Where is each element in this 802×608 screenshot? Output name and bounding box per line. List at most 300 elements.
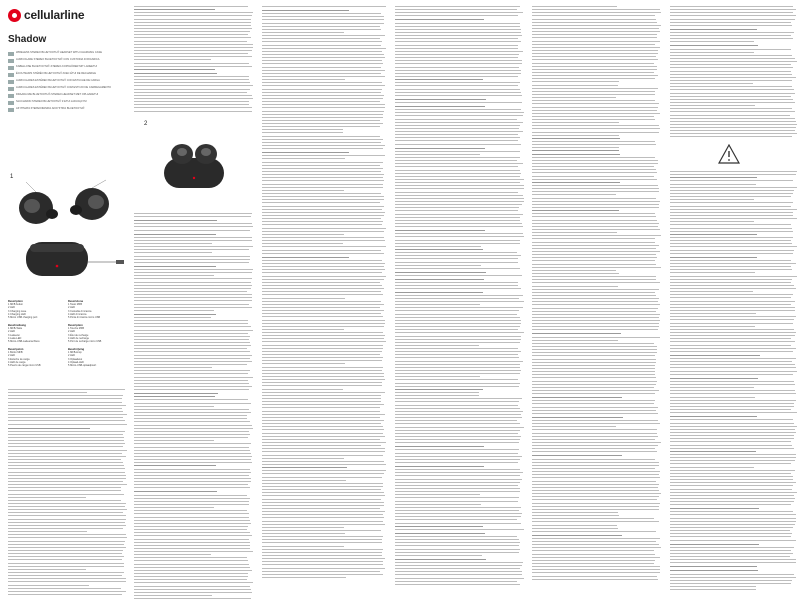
text-line [262, 190, 344, 191]
text-line [532, 308, 658, 309]
text-line [532, 544, 659, 545]
text-line [262, 354, 380, 355]
text-line [134, 111, 252, 112]
text-line [134, 551, 253, 552]
text-line [670, 367, 796, 368]
text-line [670, 80, 792, 81]
text-line [134, 462, 252, 463]
text-line [395, 19, 484, 20]
text-line [134, 406, 214, 407]
text-line [262, 162, 383, 163]
text-line [532, 506, 659, 507]
text-line [262, 13, 381, 14]
text-line [532, 426, 616, 427]
text-line [395, 48, 518, 49]
text-line [134, 256, 250, 257]
text-line [8, 428, 90, 429]
text-line [134, 53, 248, 54]
text-line [532, 201, 660, 202]
text-line [670, 374, 793, 375]
text-line [395, 559, 486, 560]
text-line [532, 210, 619, 211]
text-line [670, 32, 794, 33]
text-line [8, 550, 123, 551]
text-line [262, 240, 385, 241]
text-line [670, 294, 793, 295]
text-line [395, 115, 523, 116]
text-line [395, 226, 523, 227]
text-line [395, 578, 524, 579]
text-line [395, 134, 518, 135]
text-line [532, 270, 616, 271]
text-line [134, 542, 250, 543]
text-line [532, 132, 659, 133]
text-line [395, 195, 523, 196]
text-line [262, 323, 385, 324]
text-line [262, 209, 382, 210]
text-line [395, 348, 518, 349]
text-line [670, 476, 793, 477]
text-line [670, 574, 794, 575]
text-line [532, 515, 619, 516]
text-line [532, 368, 655, 369]
text-line [670, 387, 754, 388]
body-text-block [670, 171, 798, 592]
text-line [532, 528, 618, 529]
text-line [532, 144, 656, 145]
text-line [395, 51, 523, 52]
text-line [8, 575, 122, 576]
text-line [262, 514, 383, 515]
text-line [262, 145, 385, 146]
text-line [532, 554, 655, 555]
text-line [134, 495, 247, 496]
text-line [670, 206, 791, 207]
text-line [670, 566, 757, 567]
text-line [670, 316, 796, 317]
text-line [532, 365, 655, 366]
text-line [262, 184, 383, 185]
text-line [532, 163, 658, 164]
text-line [262, 117, 383, 118]
text-line [262, 360, 382, 361]
text-line [262, 316, 383, 317]
text-line [8, 440, 124, 441]
text-line [395, 442, 519, 443]
text-line [532, 213, 655, 214]
text-line [262, 187, 383, 188]
text-line [670, 35, 791, 36]
text-line [262, 29, 381, 30]
text-line [262, 395, 381, 396]
text-line [670, 61, 797, 62]
text-line [532, 468, 655, 469]
text-line [8, 522, 125, 523]
text-line [670, 83, 753, 84]
text-line [134, 535, 252, 536]
text-line [134, 12, 253, 13]
text-line [262, 294, 383, 295]
text-line [670, 351, 793, 352]
text-line [262, 221, 383, 222]
text-line [8, 475, 126, 476]
text-line [670, 272, 755, 273]
text-line [134, 41, 247, 42]
text-line [8, 544, 124, 545]
text-line [262, 142, 381, 143]
text-line [395, 82, 520, 83]
text-line [532, 311, 656, 312]
text-line [532, 387, 654, 388]
text-line [262, 276, 386, 277]
text-line [395, 379, 518, 380]
text-line [670, 432, 796, 433]
text-line [670, 108, 792, 109]
text-line [262, 41, 382, 42]
text-line [395, 472, 523, 473]
text-line [262, 126, 380, 127]
text-line [262, 139, 383, 140]
text-line [262, 48, 386, 49]
text-line [262, 253, 384, 254]
text-line [262, 433, 383, 434]
text-line [670, 518, 796, 519]
text-line [8, 424, 127, 425]
text-line [395, 41, 521, 42]
brand-logo-icon [8, 9, 21, 22]
text-line [262, 426, 383, 427]
column-3 [262, 0, 387, 608]
text-line [395, 32, 521, 33]
text-line [670, 371, 797, 372]
text-line [134, 95, 252, 96]
text-line [532, 69, 657, 70]
text-line [670, 276, 797, 277]
text-line [262, 370, 382, 371]
text-line [134, 323, 248, 324]
text-line [532, 63, 654, 64]
text-line [8, 578, 126, 579]
text-line [134, 259, 250, 260]
text-line [134, 431, 249, 432]
text-line [134, 373, 248, 374]
text-line [262, 574, 383, 575]
text-line [262, 379, 385, 380]
text-line [8, 465, 124, 466]
text-line [670, 570, 758, 571]
text-line [670, 514, 796, 515]
text-line [532, 245, 659, 246]
text-line [670, 400, 796, 401]
text-line [395, 323, 521, 324]
text-line [395, 279, 484, 280]
text-line [532, 292, 655, 293]
text-line [532, 465, 659, 466]
text-line [262, 298, 345, 299]
text-line [134, 25, 251, 26]
text-line [134, 107, 252, 108]
charging-led-icon [193, 177, 195, 179]
text-line [262, 19, 384, 20]
text-line [395, 6, 520, 7]
text-line [134, 491, 217, 492]
text-line [532, 442, 661, 443]
text-line [134, 459, 251, 460]
text-line [8, 472, 125, 473]
text-line [134, 447, 249, 448]
text-line [670, 390, 795, 391]
text-line [134, 304, 249, 305]
text-line [395, 332, 524, 333]
text-line [532, 521, 659, 522]
text-line [670, 457, 796, 458]
text-line [395, 166, 518, 167]
language-item: KABELLOSE BLUETOOTH®-STEREO-KOPFHÖRER MIT LADEETUI [8, 65, 128, 70]
text-line [670, 266, 791, 267]
text-line [262, 414, 385, 415]
text-line [134, 421, 250, 422]
text-line [532, 122, 619, 123]
text-line [134, 82, 250, 83]
text-line [395, 581, 517, 582]
text-line [262, 218, 381, 219]
text-line [532, 352, 657, 353]
text-line [532, 147, 619, 148]
text-line [532, 125, 659, 126]
text-line [670, 527, 793, 528]
text-line [134, 539, 249, 540]
text-line [532, 355, 655, 356]
text-line [395, 501, 518, 502]
text-line [395, 125, 520, 126]
text-line [670, 544, 759, 545]
text-line [262, 260, 382, 261]
language-item: DRAADLOZE BLUETOOTH®-STEREO-HEADSET MET OPLAADETUI [8, 93, 128, 98]
text-line [532, 413, 658, 414]
text-line [532, 417, 623, 418]
text-line [262, 561, 383, 562]
text-line [532, 103, 659, 104]
text-line [262, 423, 381, 424]
text-line [262, 165, 380, 166]
text-line [134, 320, 248, 321]
text-line [134, 47, 253, 48]
text-line [532, 481, 656, 482]
text-line [8, 553, 122, 554]
text-line [134, 428, 253, 429]
text-line [395, 479, 522, 480]
text-line [670, 177, 757, 178]
text-line [395, 395, 479, 396]
text-line [395, 376, 480, 377]
text-line [670, 501, 794, 502]
text-line [670, 454, 796, 455]
text-line [395, 469, 520, 470]
text-line [134, 564, 249, 565]
text-line [395, 456, 522, 457]
text-line [395, 329, 518, 330]
text-line [395, 223, 522, 224]
text-line [532, 462, 659, 463]
text-line [262, 464, 386, 465]
text-line [262, 111, 384, 112]
text-line [670, 577, 796, 578]
text-line [532, 329, 658, 330]
text-line [532, 15, 655, 16]
text-line [8, 450, 127, 451]
text-line [395, 497, 519, 498]
text-line [670, 406, 794, 407]
text-line [262, 70, 385, 71]
text-line [395, 345, 479, 346]
text-line [670, 297, 791, 298]
text-line [395, 220, 520, 221]
text-line [134, 434, 250, 435]
text-line [395, 140, 518, 141]
text-line [262, 38, 380, 39]
text-line [134, 504, 249, 505]
text-line [532, 138, 620, 139]
text-line [395, 23, 520, 24]
text-line [670, 6, 793, 7]
text-line [532, 88, 658, 89]
text-line [532, 182, 620, 183]
text-line [395, 137, 520, 138]
text-line [262, 272, 382, 273]
text-line [262, 73, 381, 74]
text-line [670, 438, 794, 439]
language-item: SŁUCHAWKI STEREO BLUETOOTH® Z ETUI ŁADUJĄCYM [8, 100, 128, 105]
text-line [532, 304, 660, 305]
text-line [532, 410, 656, 411]
text-line [262, 282, 380, 283]
text-line [262, 448, 385, 449]
text-line [670, 187, 797, 188]
text-line [134, 44, 253, 45]
text-line [395, 568, 520, 569]
text-line [262, 269, 385, 270]
text-line [262, 332, 383, 333]
text-line [532, 471, 660, 472]
text-line [532, 22, 657, 23]
text-line [134, 380, 248, 381]
text-line [532, 503, 660, 504]
text-line [262, 558, 385, 559]
text-line [8, 519, 126, 520]
figure-number: 2 [144, 121, 148, 127]
text-line [134, 576, 248, 577]
text-line [395, 26, 520, 27]
text-line [262, 279, 384, 280]
text-line [395, 192, 518, 193]
text-line [532, 390, 659, 391]
text-line [532, 436, 658, 437]
text-line [670, 130, 795, 131]
charging-led-icon [56, 265, 59, 268]
flag-icon [8, 87, 14, 91]
text-line [532, 97, 616, 98]
text-line [670, 412, 797, 413]
text-line [670, 381, 794, 382]
text-line [8, 443, 125, 444]
text-line [395, 79, 483, 80]
text-line [532, 333, 621, 334]
text-line [395, 361, 523, 362]
text-line [395, 417, 522, 418]
text-line [262, 539, 382, 540]
text-line [670, 448, 794, 449]
text-line [395, 326, 520, 327]
text-line [262, 442, 386, 443]
text-line [532, 557, 660, 558]
text-line [134, 282, 251, 283]
text-line [670, 260, 791, 261]
text-line [532, 531, 656, 532]
text-line [532, 110, 657, 111]
text-line [262, 564, 383, 565]
flag-icon [8, 94, 14, 98]
text-line [262, 107, 385, 108]
text-line [262, 92, 381, 93]
text-line [262, 505, 384, 506]
text-line [532, 459, 655, 460]
text-line [395, 268, 520, 269]
text-line [8, 537, 127, 538]
text-line [395, 106, 485, 107]
text-line [395, 571, 522, 572]
text-line [134, 291, 247, 292]
text-line [262, 193, 381, 194]
text-line [262, 477, 382, 478]
text-line [532, 169, 656, 170]
text-line [670, 102, 795, 103]
text-line [532, 400, 655, 401]
text-line [262, 549, 383, 550]
text-line [670, 429, 795, 430]
text-line [670, 282, 791, 283]
text-line [134, 28, 252, 29]
text-line [134, 513, 249, 514]
legend-fr: Description 1 Touche MFB 2 LED 3 Étui de recharge 4 LED de recharge 5 Port de recharge micro USB [68, 324, 102, 344]
text-line [395, 272, 486, 273]
text-line [532, 248, 656, 249]
text-line [262, 398, 381, 399]
text-line [395, 295, 523, 296]
text-line [395, 285, 518, 286]
text-line [670, 393, 796, 394]
text-line [134, 425, 252, 426]
text-line [670, 55, 792, 56]
text-line [670, 521, 796, 522]
text-line [262, 329, 344, 330]
text-line [395, 173, 521, 174]
text-line [532, 512, 618, 513]
text-line [134, 548, 250, 549]
text-line [134, 223, 252, 224]
text-line [395, 307, 523, 308]
text-line [532, 301, 658, 302]
text-line [532, 397, 622, 398]
text-line [134, 469, 250, 470]
text-line [395, 128, 519, 129]
text-line [262, 120, 380, 121]
text-line [8, 500, 121, 501]
text-line [532, 72, 654, 73]
text-line [8, 478, 126, 479]
text-line [134, 598, 251, 599]
language-list [8, 51, 128, 112]
text-line [670, 9, 796, 10]
